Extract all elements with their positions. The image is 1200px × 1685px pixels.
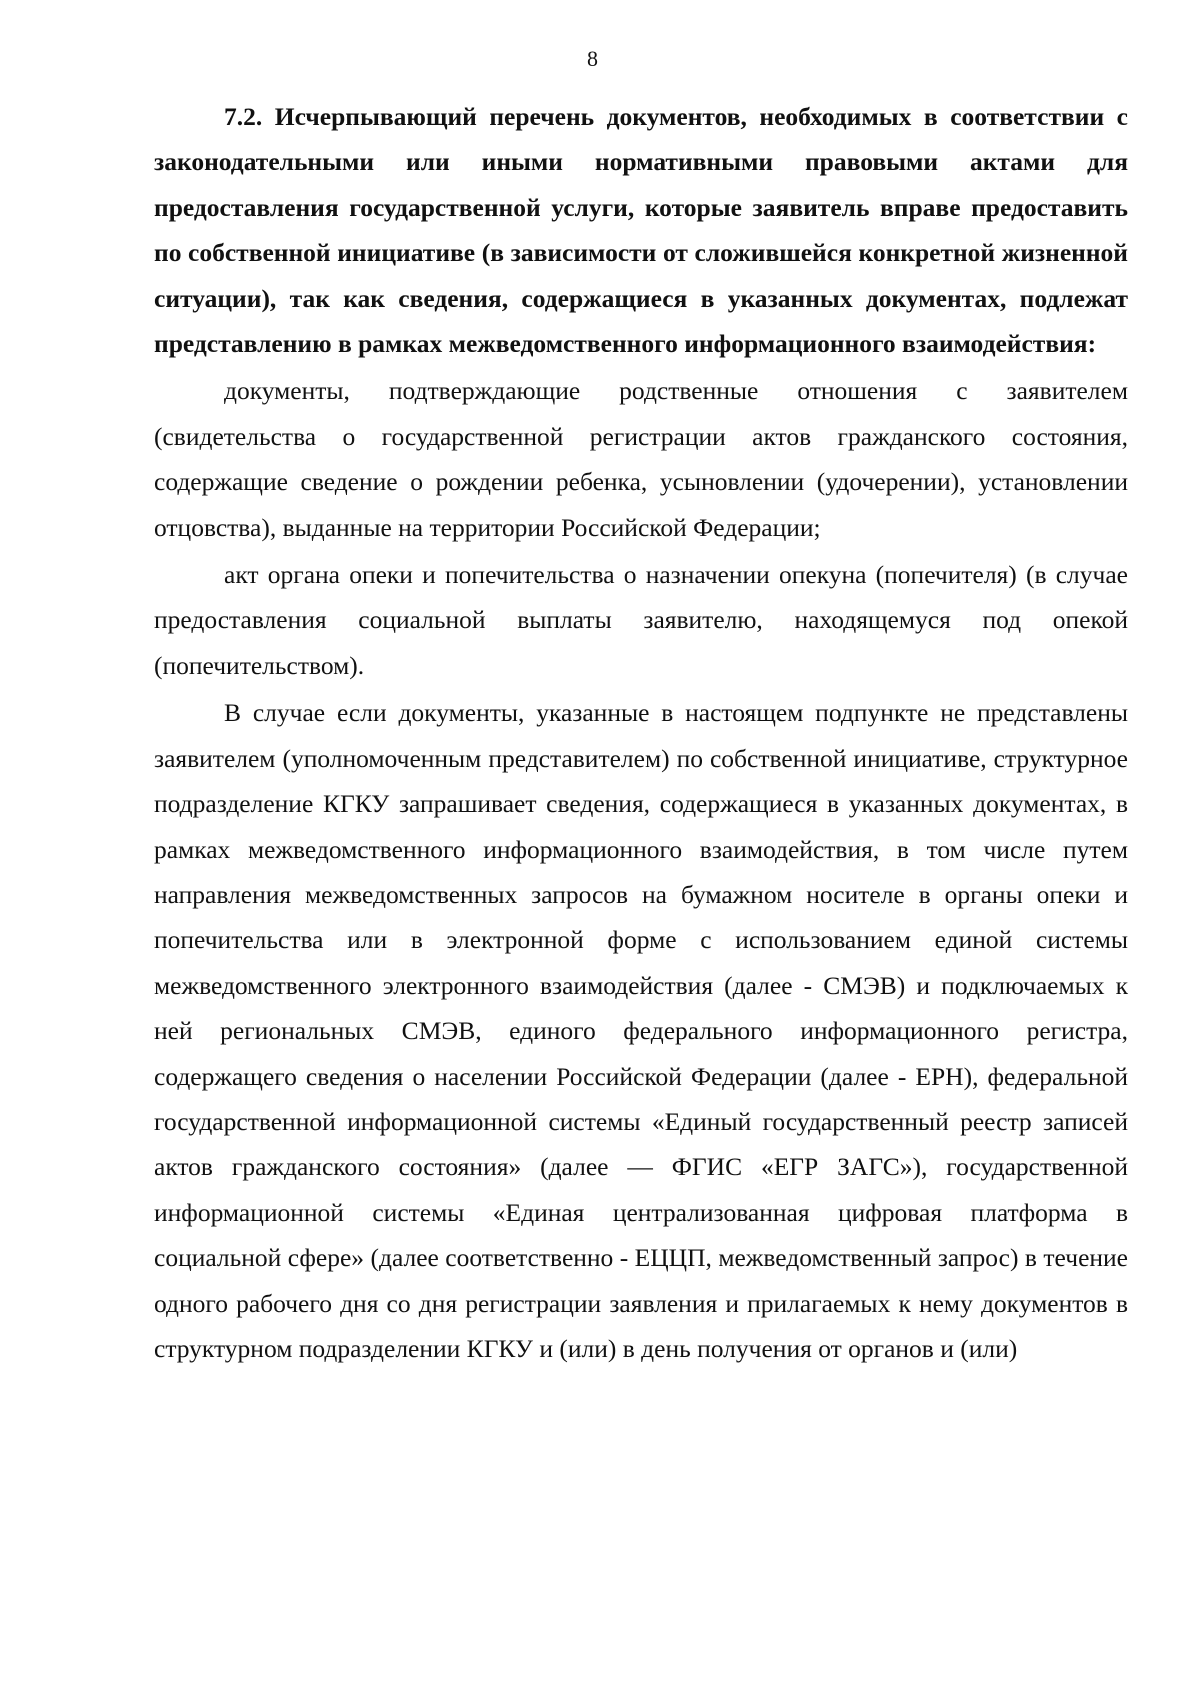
paragraph-kinship-documents: документы, подтверждающие родственные отношения с заявителем (свидетельства о государственной регистрации актов гражданского состояния, содержащие сведение о рождении ребенка, усыновлении (удочерении), установлении отцовства), выданные на территории Российской Федерации; bbox=[154, 376, 1128, 542]
paragraph-guardianship-act: акт органа опеки и попечительства о назначении опекуна (попечителя) (в случае предоставления социальной выплаты заявителю, находящемуся под опекой (попечительством). bbox=[154, 560, 1128, 680]
section-heading-7-2: 7.2. Исчерпывающий перечень документов, необходимых в соответствии с законодательными или иными нормативными правовыми актами для предоставления государственной услуги, которые заявитель вправе предоставить по собственной инициативе (в зависимости от сложившейся конкретной жизненной ситуации), так как сведения, содержащиеся в указанных документах, подлежат представлению в рамках межведомственного информационного взаимодействия: bbox=[154, 102, 1128, 359]
paragraph-interagency-request: В случае если документы, указанные в настоящем подпункте не представлены заявителем (уполномоченным представителем) по собственной инициативе, структурное подразделение КГКУ запрашивает сведения, содержащиеся в указанных документах, в рамках межведомственного информационного взаимодействия, в том числе путем направления межведомственных запросов на бумажном носителе в органы опеки и попечительства или в электронной форме с использованием единой системы межведомственного электронного взаимодействия (далее - СМЭВ) и подключаемых к ней региональных СМЭВ, единого федерального информационного регистра, содержащего сведения о населении Российской Федерации (далее - ЕРН), федеральной государственной информационной системы «Единый государственный реестр записей актов гражданского состояния» (далее — ФГИС «ЕГР ЗАГС»), государственной информационной системы «Единая централизованная цифровая платформа в социальной сфере» (далее соответственно - ЕЦЦП, межведомственный запрос) в течение одного рабочего дня со дня регистрации заявления и прилагаемых к нему документов в структурном подразделении КГКУ и (или) в день получения от органов и (или) bbox=[154, 698, 1128, 1363]
document-body bbox=[154, 94, 1128, 1371]
page-number: 8 bbox=[587, 46, 598, 71]
